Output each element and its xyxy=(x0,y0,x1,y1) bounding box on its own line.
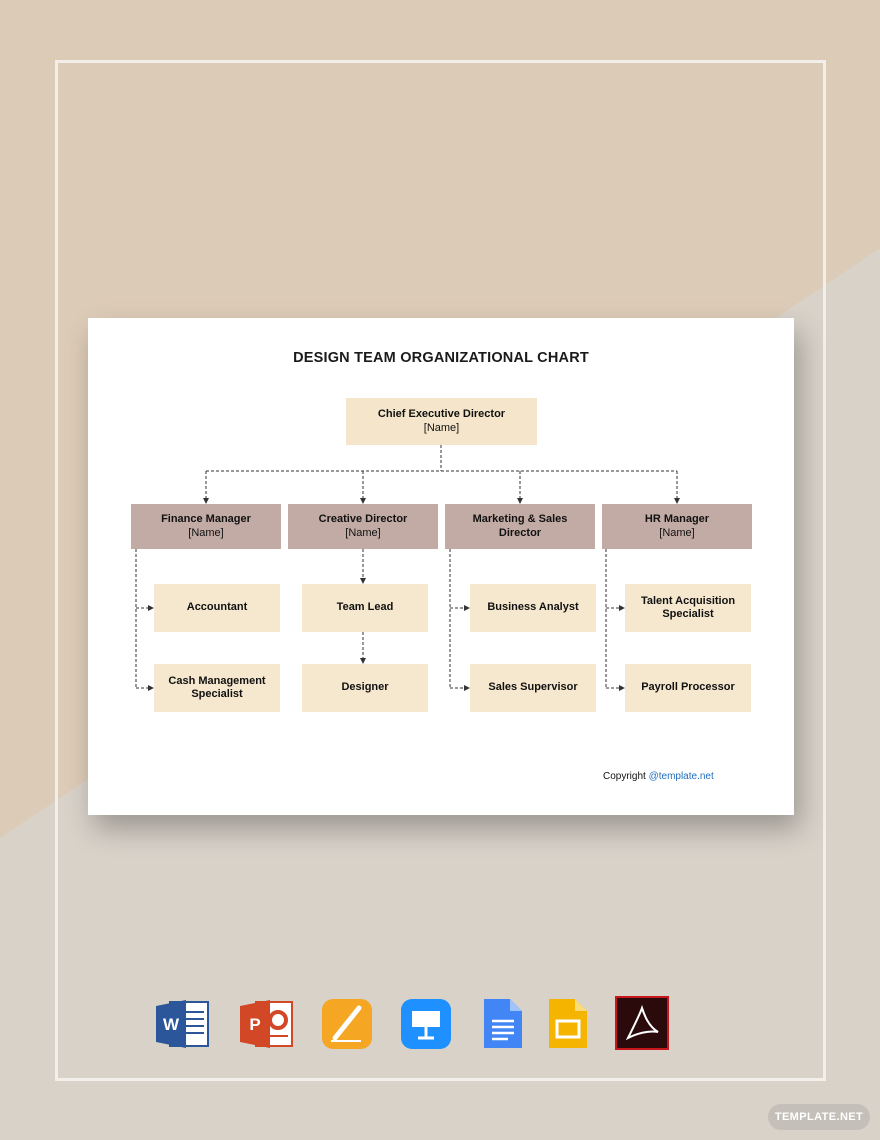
word-icon[interactable] xyxy=(154,996,210,1052)
business-analyst-box xyxy=(470,584,596,632)
creative-director-box xyxy=(288,504,438,549)
ceo-title: Chief Executive Director xyxy=(377,408,506,420)
finance-manager-box xyxy=(131,504,281,549)
acrobat-pdf-icon[interactable] xyxy=(614,996,670,1052)
business-analyst-label: Business Analyst xyxy=(487,601,579,614)
keynote-icon[interactable] xyxy=(399,996,455,1052)
powerpoint-icon[interactable] xyxy=(238,996,294,1052)
ceo-name: [Name] xyxy=(423,421,460,434)
team-lead-box xyxy=(302,584,428,632)
cash-management-specialist-box xyxy=(154,664,280,712)
app-icon-row xyxy=(154,996,674,1052)
copyright xyxy=(603,771,714,782)
creative-director-name: [Name] xyxy=(345,526,381,539)
accountant-box xyxy=(154,584,280,632)
payroll-processor-label: Payroll Processor xyxy=(641,681,735,694)
accountant-label: Accountant xyxy=(186,601,248,614)
ceo-box xyxy=(346,398,537,445)
marketing-sales-director-title: Marketing & Sales Director xyxy=(472,513,568,539)
google-docs-icon[interactable] xyxy=(478,996,534,1052)
designer-label: Designer xyxy=(341,681,389,694)
finance-manager-name: [Name] xyxy=(188,526,224,539)
hr-manager-title: HR Manager xyxy=(644,513,710,525)
finance-manager-title: Finance Manager xyxy=(161,513,251,525)
sales-supervisor-box xyxy=(470,664,596,712)
team-lead-label: Team Lead xyxy=(336,601,394,614)
marketing-sales-director-box xyxy=(445,504,595,549)
copyright-link[interactable]: @template.net xyxy=(648,771,714,782)
connector-lines xyxy=(88,318,794,815)
cash-management-specialist-label: Cash Management Specialist xyxy=(168,674,266,700)
payroll-processor-box xyxy=(625,664,751,712)
pages-icon[interactable] xyxy=(320,996,376,1052)
document-page xyxy=(88,318,794,815)
sales-supervisor-label: Sales Supervisor xyxy=(488,681,578,694)
creative-director-title: Creative Director xyxy=(318,513,408,525)
talent-acquisition-specialist-box xyxy=(625,584,751,632)
google-slides-icon[interactable] xyxy=(547,996,603,1052)
hr-manager-name: [Name] xyxy=(659,526,695,539)
copyright-label: Copyright xyxy=(603,771,649,782)
hr-manager-box xyxy=(602,504,752,549)
talent-acquisition-specialist-label: Talent Acquisition Specialist xyxy=(640,594,736,620)
word-icon-letter: W xyxy=(162,1015,180,1034)
template-net-badge[interactable]: TEMPLATE.NET xyxy=(768,1104,870,1130)
powerpoint-icon-letter: P xyxy=(249,1015,261,1034)
chart-title: DESIGN TEAM ORGANIZATIONAL CHART xyxy=(293,350,589,366)
designer-box xyxy=(302,664,428,712)
